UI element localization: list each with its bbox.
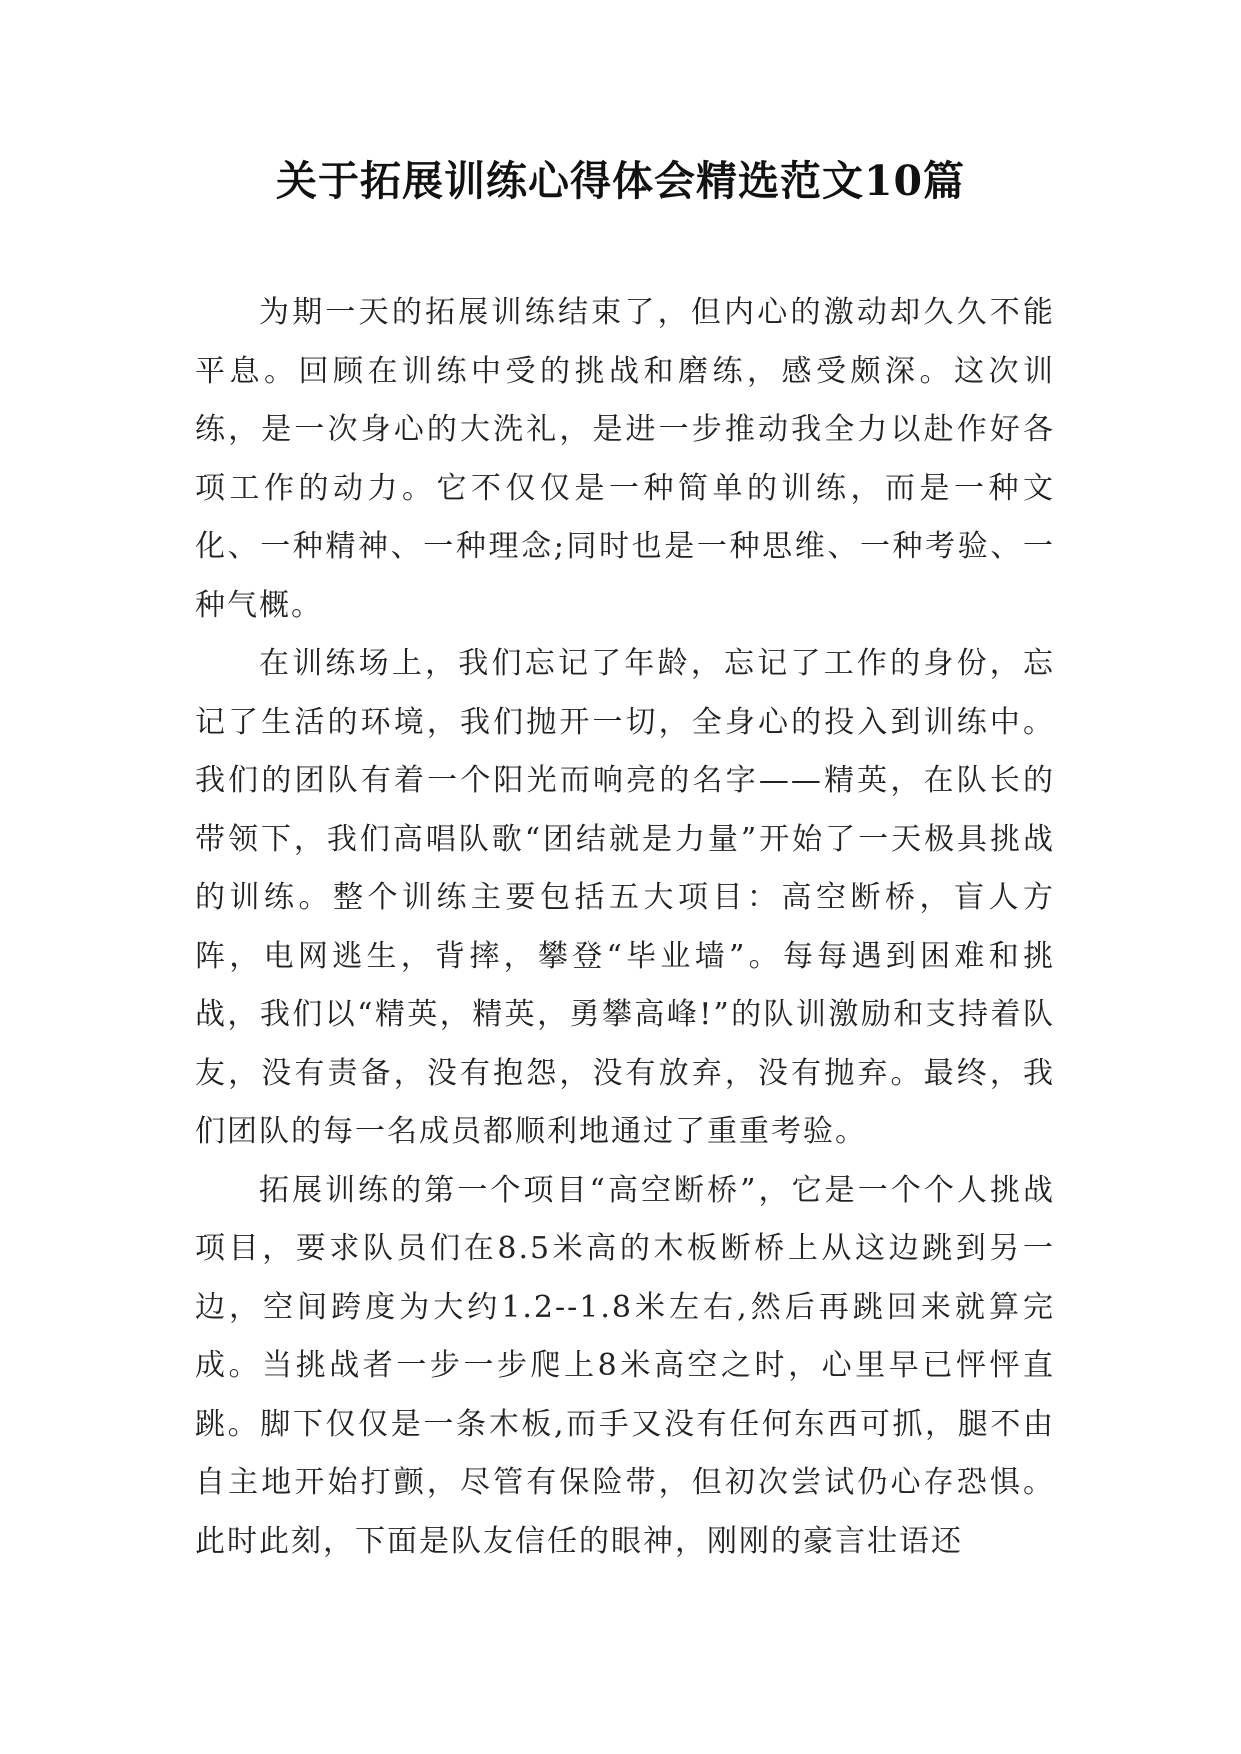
document-title: 关于拓展训练心得体会精选范文10篇 xyxy=(275,157,966,205)
paragraph-3: 拓展训练的第一个项目“高空断桥”，它是一个个人挑战项目，要求队员们在8.5米高的木板断桥上从这边跳到另一边，空间跨度为大约1.2--1.8米左右,然后再跳回来就算完成。当挑战者一步一步爬上8米高空之时，心里早已怦怦直跳。脚下仅仅是一条木板,而手又没有任何东西可抓，腿不由自主地开始打颤，尽管有保险带，但初次尝试仍心存恐惧。此时此刻，下面是队友信任的眼神，刚刚的豪言壮语还 xyxy=(195,1172,1055,1559)
paragraph-2: 在训练场上，我们忘记了年龄，忘记了工作的身份，忘记了生活的环境，我们抛开一切，全身心的投入到训练中。我们的团队有着一个阳光而响亮的名字——精英，在队长的带领下，我们高唱队歌“团结就是力量”开始了一天极具挑战的训练。整个训练主要包括五大项目：高空断桥，盲人方阵，电网逃生，背摔，攀登“毕业墙”。每每遇到困难和挑战，我们以“精英，精英，勇攀高峰!”的队训激励和支持着队友，没有责备，没有抱怨，没有放弃，没有抛弃。最终，我们团队的每一名成员都顺利地通过了重重考验。 xyxy=(195,646,1055,1149)
document-body xyxy=(195,284,1055,1571)
paragraph-1: 为期一天的拓展训练结束了，但内心的激动却久久不能平息。回顾在训练中受的挑战和磨练，感受颇深。这次训练，是一次身心的大洗礼，是进一步推动我全力以赴作好各项工作的动力。它不仅仅是一种简单的训练，而是一种文化、一种精神、一种理念;同时也是一种思维、一种考验、一种气概。 xyxy=(195,295,1055,623)
